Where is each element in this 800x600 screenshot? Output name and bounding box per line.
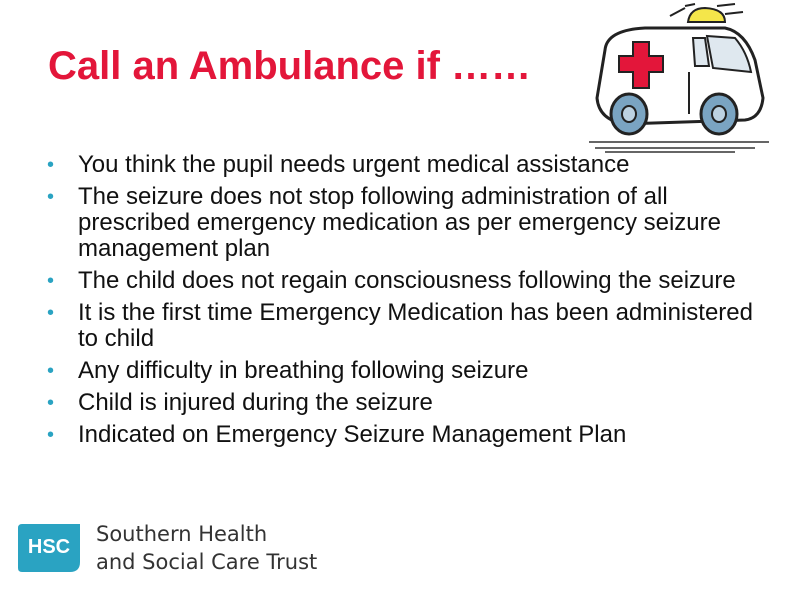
bullet-text: Indicated on Emergency Seizure Management Plan xyxy=(78,421,627,448)
list-item xyxy=(44,152,764,178)
slide-title: Call an Ambulance if …… xyxy=(48,44,532,88)
org-name-line-1: Southern Health xyxy=(96,522,268,546)
bullet-icon: • xyxy=(47,392,55,414)
bullet-icon: • xyxy=(47,270,55,292)
list-item xyxy=(44,390,764,416)
org-name-line-2: and Social Care Trust xyxy=(96,550,318,574)
bullet-text: Any difficulty in breathing following seizure xyxy=(78,357,529,384)
bullet-text: The child does not regain consciousness following the seizure xyxy=(78,267,736,294)
bullet-icon: • xyxy=(47,186,55,208)
list-item xyxy=(44,184,764,262)
bullet-icon: • xyxy=(47,424,55,446)
list-item xyxy=(44,422,764,448)
bullet-text: It is the first time Emergency Medication has been administered to child xyxy=(78,299,753,352)
bullet-text: Child is injured during the seizure xyxy=(78,389,433,416)
bullet-text: The seizure does not stop following administration of all prescribed emergency medication as per emergency seizure management plan xyxy=(78,183,721,262)
hsc-logo xyxy=(18,520,318,580)
bullet-icon: • xyxy=(47,360,55,382)
bullet-list xyxy=(44,152,764,454)
ambulance-icon xyxy=(585,2,775,154)
list-item xyxy=(44,300,764,352)
bullet-icon: • xyxy=(47,302,55,324)
list-item xyxy=(44,358,764,384)
hsc-badge-text: HSC xyxy=(27,536,71,558)
list-item xyxy=(44,268,764,294)
bullet-icon: • xyxy=(47,154,55,176)
bullet-text: You think the pupil needs urgent medical assistance xyxy=(78,151,630,178)
